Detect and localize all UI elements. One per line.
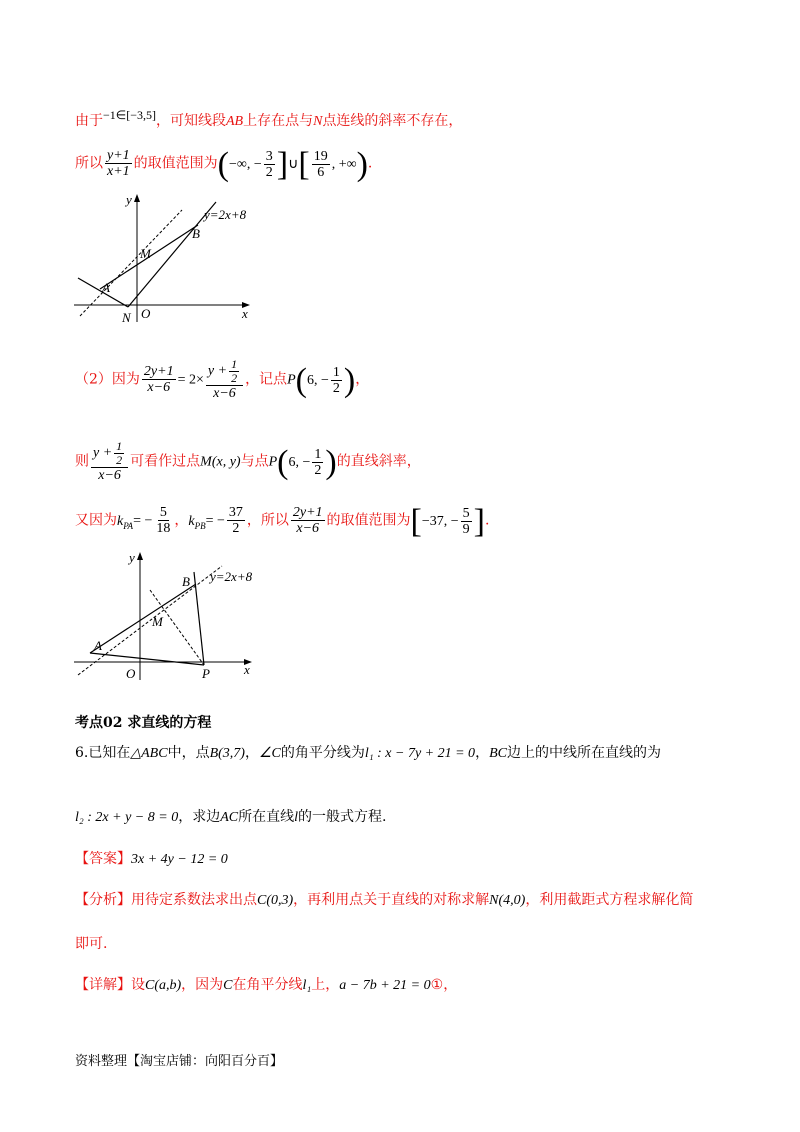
fig2-label-a: A: [94, 638, 102, 653]
interval2-tail: , +∞: [331, 156, 357, 172]
frac-den: x−6: [213, 386, 236, 401]
fig2-dashed-line: [78, 566, 222, 675]
line4-prefix: 则: [75, 453, 89, 470]
line1-prefix: 由于: [75, 113, 103, 129]
analysis-tag: 【分析】: [75, 892, 131, 908]
frac-num: 2y+1: [143, 364, 174, 379]
line5-mid2: 的取值范围为: [326, 512, 411, 529]
analysis-t4: 即可.: [75, 936, 108, 952]
line1-ab: AB: [225, 114, 244, 129]
analysis-t1: 用待定系数法求出点: [131, 892, 257, 908]
c-num: 1: [314, 446, 322, 462]
line5-frac3: [291, 505, 325, 536]
detail-c: C: [223, 978, 233, 993]
problem-t1: 中，点: [167, 745, 210, 761]
line2-end: .: [367, 155, 373, 172]
line5-interval: [−37, − $\frac{5}{9}$ ]: [410, 502, 485, 540]
line2-mid: 的取值范围为: [133, 155, 218, 172]
problem-l: l: [294, 810, 298, 825]
problem-t4: ，: [475, 745, 490, 761]
line5-frac2: [227, 505, 245, 536]
problem-t7: 所在直线: [238, 809, 295, 825]
figure-1: [70, 192, 260, 327]
figure-2: [70, 550, 270, 685]
problem-line-2: [75, 806, 386, 826]
line-3: [75, 358, 369, 401]
fig2-y-arrow: [137, 552, 143, 560]
line4-mcoord: (x, y): [211, 454, 241, 470]
line5-prefix: 又因为: [75, 512, 117, 529]
num-left: y +: [93, 445, 113, 461]
line3-end: ，: [355, 371, 370, 388]
fig1-label-o: O: [141, 306, 151, 321]
fig1-label-y: y: [126, 192, 132, 207]
line1-n: N: [313, 114, 323, 129]
fig2-label-o: O: [126, 666, 136, 681]
line3-frac1: [142, 364, 176, 395]
detail-t5: ，: [443, 977, 458, 993]
k-sub: PA: [123, 520, 134, 531]
num-top: 1: [231, 357, 238, 371]
fig1-label-b: B: [192, 226, 200, 241]
detail-t2: ，因为: [181, 977, 224, 993]
k-sub: PB: [194, 520, 206, 531]
line4-frac: [91, 440, 128, 483]
frac-den: x−6: [296, 521, 320, 536]
line3-eq: = 2×: [177, 372, 204, 388]
frac-num: 5: [159, 505, 167, 520]
problem-t3: 的角平分线为: [280, 745, 365, 761]
num-top: 1: [116, 439, 123, 453]
line2-prefix: 所以: [75, 155, 103, 172]
line5-kpb: [188, 514, 205, 529]
line4-coord: (6, − $\frac{1}{2}$ ): [277, 443, 337, 481]
frac-num: y+1: [107, 148, 130, 163]
int-a: −37, −: [421, 513, 459, 529]
frac-num-compound: [91, 440, 128, 468]
fig1-label-m: M: [140, 246, 151, 261]
fig1-y-arrow: [134, 194, 140, 202]
analysis-line-2: [75, 933, 107, 953]
analysis-point-c: C(0,3): [257, 893, 294, 908]
problem-t6: ，求边: [178, 809, 221, 825]
detail-line: [75, 974, 457, 994]
problem-t8: 的一般式方程.: [297, 809, 387, 825]
line5-eq2: = −: [205, 513, 225, 529]
detail-circled-one: ①: [430, 977, 444, 993]
frac-num-compound: [206, 358, 243, 386]
interval1-open: −∞, −: [229, 156, 262, 172]
fig2-label-b: B: [182, 574, 190, 589]
problem-bc: BC: [489, 746, 507, 761]
f2-num: 19: [313, 148, 328, 164]
line1-math: −1∈[−3,5]: [103, 108, 156, 122]
fig1-label-a: A: [102, 280, 110, 295]
detail-tag: 【详解】: [75, 977, 131, 993]
line4-m: M: [200, 454, 212, 470]
frac-num: 2y+1: [292, 505, 323, 520]
fig2-segment-a-p: [90, 653, 204, 665]
line5-end: .: [485, 512, 490, 529]
line2-fraction: [105, 148, 132, 179]
problem-point-b: B(3,7): [209, 746, 245, 761]
line5-comma: ，: [174, 512, 189, 529]
f4-num: 5: [462, 505, 470, 521]
detail-t4: 上，: [311, 977, 340, 993]
line3-prefix: （2）因为: [75, 371, 140, 388]
num-den: 2: [231, 371, 238, 385]
problem-t5: 边上的中线所在直线的为: [506, 745, 661, 761]
fig2-label-p: P: [202, 666, 210, 681]
f1-num: 3: [265, 148, 273, 164]
c-num: 1: [332, 364, 340, 380]
line4-mid2: 与点: [240, 453, 269, 470]
answer-tag: 【答案】: [75, 851, 131, 867]
answer-line: [75, 848, 228, 868]
line-4: [75, 440, 421, 483]
num-left: y +: [207, 363, 228, 379]
fig1-label-n: N: [122, 310, 131, 325]
analysis-point-n: N(4,0): [489, 893, 526, 908]
line3-mid: ，记点: [245, 371, 288, 388]
line-1: [75, 108, 462, 130]
frac-num: 37: [228, 505, 243, 520]
section-title: 考点02 求直线的方程: [75, 715, 212, 731]
line5-kpa: [117, 514, 133, 529]
answer-equation: 3x + 4y − 12 = 0: [131, 852, 228, 867]
problem-t2: ，: [244, 745, 259, 761]
coord-a: 6, −: [306, 372, 329, 388]
line1-suffix: 点连线的斜率不存在，: [322, 113, 463, 129]
line3-frac2: [206, 358, 243, 401]
analysis-line-1: [75, 889, 693, 909]
fig2-label-eq: y=2x+8: [210, 569, 253, 584]
problem-ac: AC: [220, 810, 239, 825]
frac-den: x−6: [98, 468, 121, 483]
f2-den: 6: [317, 164, 325, 180]
union-sign: ∪: [288, 156, 299, 172]
analysis-t2: ，再利用点关于直线的对称求解: [293, 892, 490, 908]
detail-point-c: C(a,b): [145, 978, 182, 993]
fig2-label-m: M: [152, 614, 163, 629]
k-letter: k: [188, 513, 195, 529]
problem-line-1: [75, 742, 661, 762]
line3-coord: (6, − $\frac{1}{2}$ ): [295, 361, 356, 399]
frac-den: 2: [232, 521, 240, 536]
line1-text: ，可知线段: [155, 113, 226, 129]
frac-den: x−6: [147, 380, 171, 395]
fig2-segment-a-b: [90, 584, 196, 653]
line4-p: P: [268, 454, 278, 470]
problem-l2: l₂ : 2x + y − 8 = 0: [75, 810, 179, 825]
line2-interval: (−∞, − $\frac{3}{2}$ ]∪[ $\frac{19}{6}$ , +∞): [217, 145, 368, 183]
f4-den: 9: [462, 521, 470, 537]
footer: 资料整理【淘宝店铺：向阳百分百】: [75, 1054, 284, 1069]
detail-l1: l₁: [302, 978, 312, 993]
c-den: 2: [314, 462, 322, 478]
c-den: 2: [332, 380, 340, 396]
line5-mid: ，所以: [246, 512, 289, 529]
line-5: [75, 502, 490, 540]
k-letter: k: [117, 513, 124, 529]
problem-l1: l₁ : x − 7y + 21 = 0: [364, 746, 476, 761]
line5-eq1: = −: [133, 513, 153, 529]
frac-den: x+1: [107, 164, 130, 179]
line5-frac1: [154, 505, 172, 536]
line4-end: 的直线斜率，: [336, 453, 421, 470]
line1-mid: 上存在点与: [243, 113, 314, 129]
line4-mid: 可看作过点: [130, 453, 201, 470]
detail-equation: a − 7b + 21 = 0: [339, 978, 431, 993]
line3-p: P: [287, 372, 296, 388]
fig1-label-eq: y=2x+8: [204, 207, 247, 222]
line-2: [75, 145, 373, 183]
coord-a: 6, −: [288, 454, 311, 470]
fig2-label-x: x: [244, 662, 250, 677]
fig2-label-y: y: [129, 550, 135, 565]
problem-angle-c: ∠C: [258, 746, 281, 761]
num-den: 2: [116, 453, 123, 467]
f1-den: 2: [265, 164, 273, 180]
fig1-label-x: x: [242, 306, 248, 321]
detail-t3: 在角平分线: [232, 977, 303, 993]
frac-den: 18: [156, 521, 171, 536]
problem-num: 6.已知在: [75, 745, 131, 761]
problem-triangle: △ABC: [130, 746, 168, 761]
fig1-dashed-line: [80, 210, 182, 316]
analysis-t3: ，利用截距式方程求解化简: [525, 892, 694, 908]
detail-t1: 设: [131, 977, 145, 993]
